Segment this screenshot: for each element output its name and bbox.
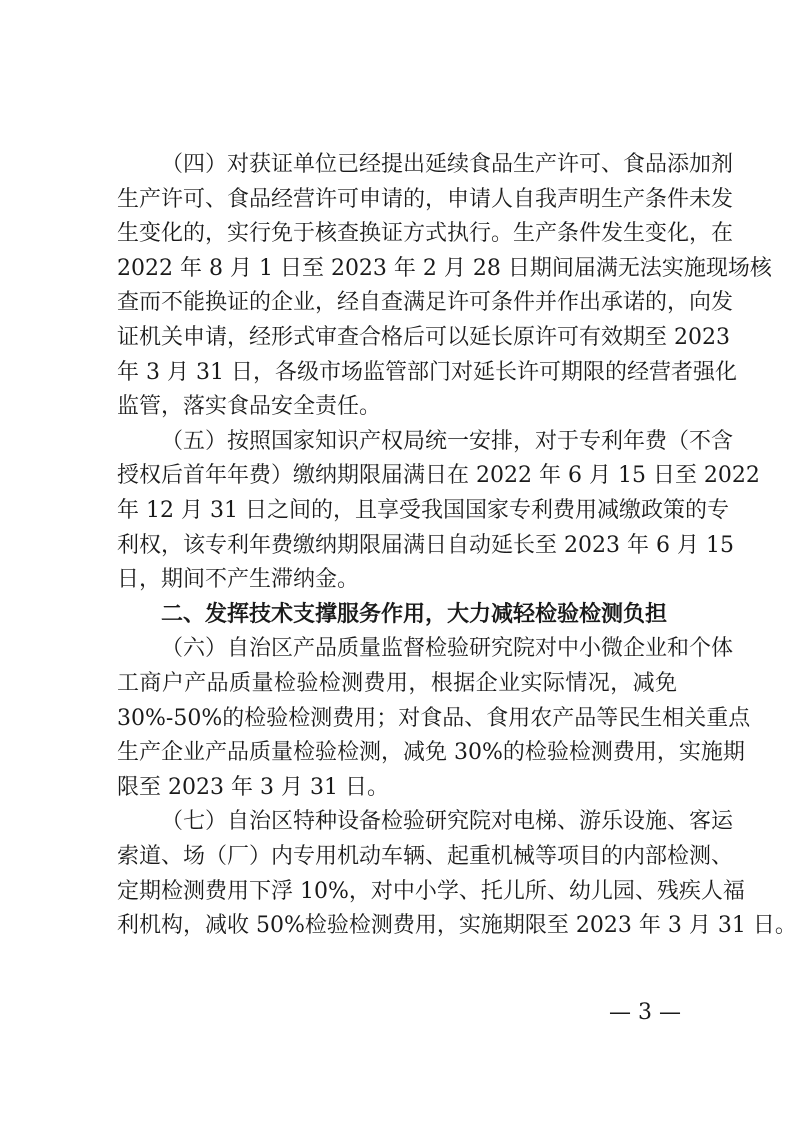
paragraph-line: 监管，落实食品安全责任。: [117, 394, 382, 420]
paragraph-line: 30%-50%的检验检测费用；对食品、食用农产品等民生相关重点: [117, 705, 751, 731]
paragraph-line: 索道、场（厂）内专用机动车辆、起重机械等项目的内部检测、: [117, 844, 734, 869]
paragraph-line: 年 3 月 31 日，各级市场监管部门对延长许可期限的经营者强化: [117, 359, 737, 385]
paragraph-line: 利机构，减收 50%检验检测费用，实施期限至 2023 年 3 月 31 日。: [117, 913, 797, 939]
section-heading: 二、发挥技术支撑服务作用，大力减轻检验检测负担: [161, 601, 668, 627]
paragraph-line: 授权后首年年费）缴纳期限届满日在 2022 年 6 月 15 日至 2022: [117, 463, 760, 489]
paragraph-line: （七）自治区特种设备检验研究院对电梯、游乐设施、客运: [161, 809, 734, 835]
paragraph-line: 生变化的，实行免于核查换证方式执行。生产条件发生变化，在: [117, 221, 734, 247]
paragraph-line: （五）按照国家知识产权局统一安排，对于专利年费（不含: [161, 428, 734, 454]
paragraph-line: 定期检测费用下浮 10%，对中小学、托儿所、幼儿园、残疾人福: [117, 878, 745, 904]
paragraph-line: 证机关申请，经形式审查合格后可以延长原许可有效期至 2023: [117, 325, 730, 350]
paragraph-line: 工商户产品质量检验检测费用，根据企业实际情况，减免: [117, 671, 677, 696]
paragraph-line: 生产许可、食品经营许可申请的，申请人自我声明生产条件未发: [117, 186, 734, 212]
paragraph-line: （四）对获证单位已经提出延续食品生产许可、食品添加剂: [161, 152, 734, 177]
page-number: — 3 —: [609, 1000, 681, 1025]
paragraph-line: （六）自治区产品质量监督检验研究院对中小微企业和个体: [161, 636, 734, 662]
paragraph-line: 查而不能换证的企业，经自查满足许可条件并作出承诺的，向发: [117, 290, 734, 316]
paragraph-line: 2022 年 8 月 1 日至 2023 年 2 月 28 日期间届满无法实施现场核: [117, 255, 772, 281]
paragraph-line: 日，期间不产生滞纳金。: [117, 567, 360, 593]
paragraph-line: 限至 2023 年 3 月 31 日。: [117, 774, 389, 800]
paragraph-line: 利权，该专利年费缴纳期限届满日自动延长至 2023 年 6 月 15: [117, 532, 734, 558]
paragraph-line: 年 12 月 31 日之间的，且享受我国国家专利费用减缴政策的专: [117, 498, 729, 523]
paragraph-line: 生产企业产品质量检验检测，减免 30%的检验检测费用，实施期: [117, 740, 745, 766]
